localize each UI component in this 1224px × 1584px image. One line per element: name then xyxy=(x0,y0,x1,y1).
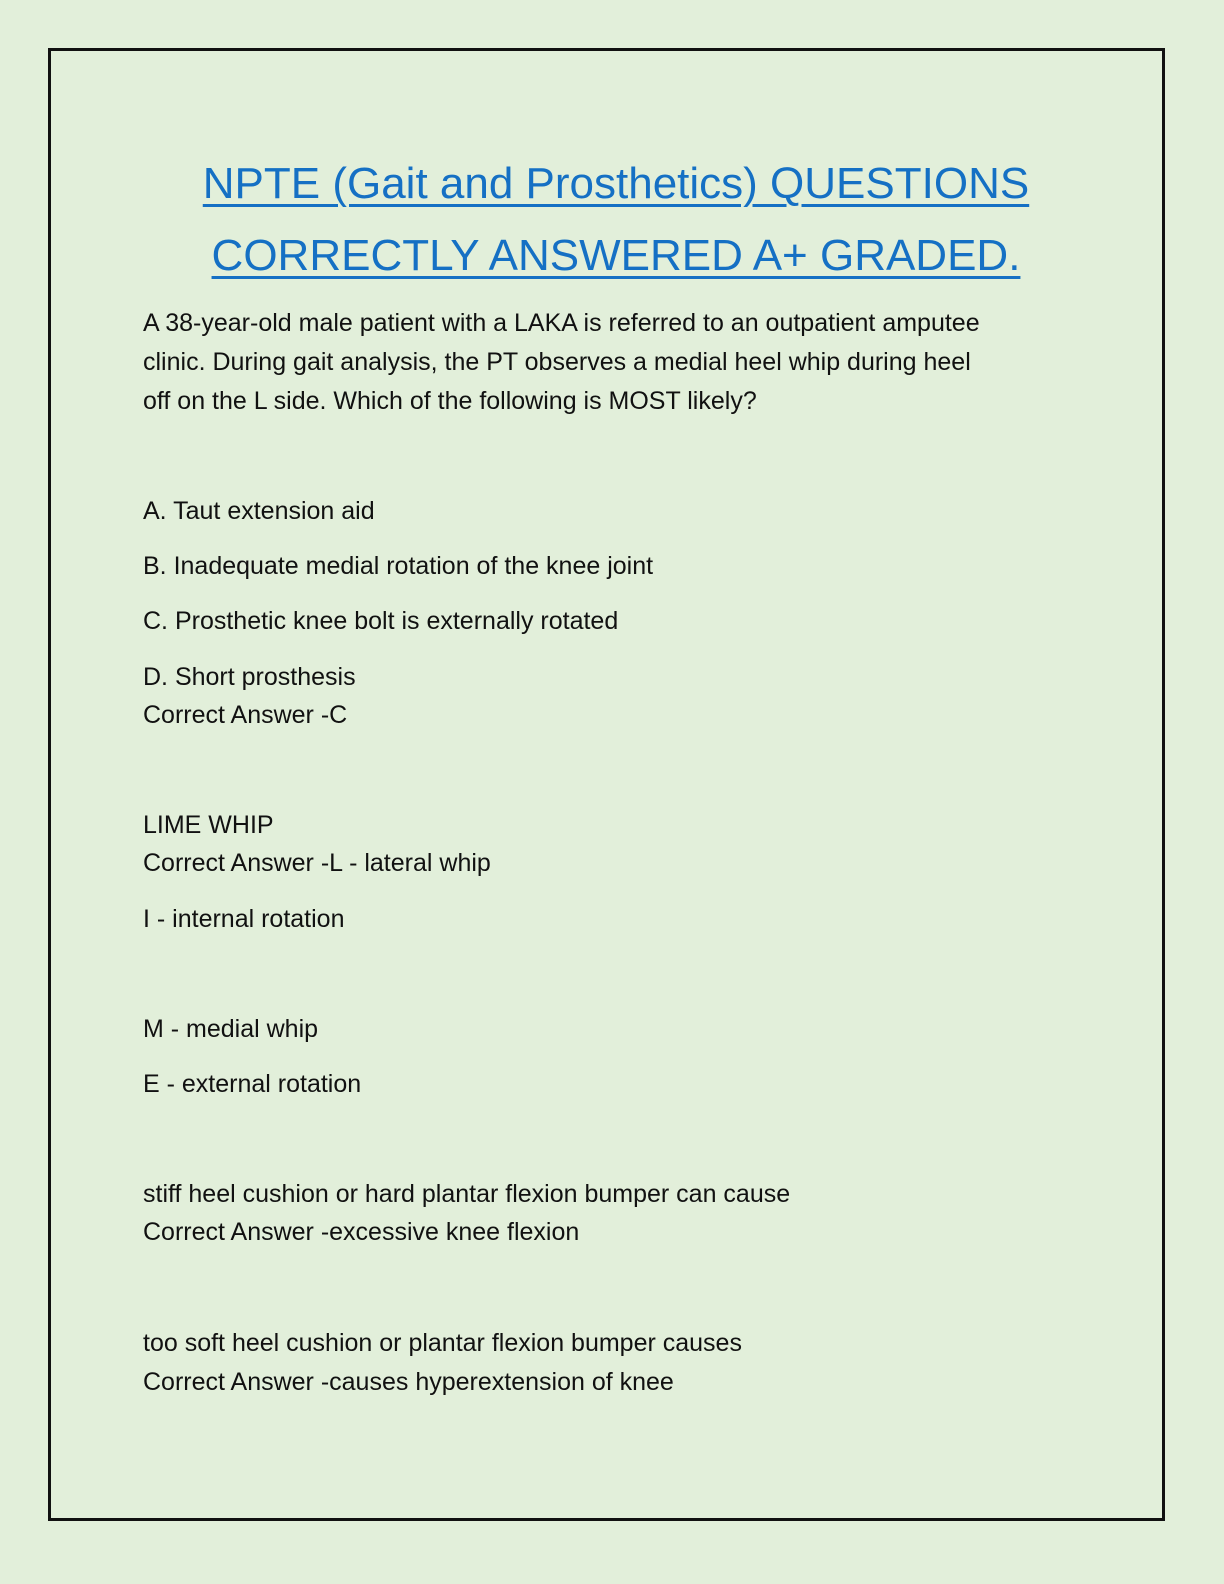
document-title xyxy=(60,148,1172,292)
question-1-line-3: off on the L side. Which of the following is MOST likely? xyxy=(143,387,757,415)
title-line-2: CORRECTLY ANSWERED A+ GRADED. xyxy=(211,231,1021,280)
question-4-answer: Correct Answer -causes hyperextension of knee xyxy=(143,1368,674,1396)
option-c: C. Prosthetic knee bolt is externally rotated xyxy=(143,607,619,635)
question-3: stiff heel cushion or hard plantar flexion bumper can cause xyxy=(143,1180,791,1208)
question-1-line-1: A 38-year-old male patient with a LAKA is referred to an outpatient amputee xyxy=(143,309,980,337)
question-2: LIME WHIP xyxy=(143,811,274,839)
question-1-line-2: clinic. During gait analysis, the PT observes a medial heel whip during heel xyxy=(143,348,971,376)
question-2-answer: Correct Answer -L - lateral whip xyxy=(143,849,491,877)
question-4: too soft heel cushion or plantar flexion bumper causes xyxy=(143,1329,742,1357)
mnemonic-item-m: M - medial whip xyxy=(143,1015,319,1043)
title-line-1: NPTE (Gait and Prosthetics) QUESTIONS xyxy=(202,159,1030,208)
option-b: B. Inadequate medial rotation of the knee joint xyxy=(143,552,654,580)
option-a: A. Taut extension aid xyxy=(143,497,375,525)
question-3-answer: Correct Answer -excessive knee flexion xyxy=(143,1218,580,1246)
mnemonic-item-e: E - external rotation xyxy=(143,1070,362,1098)
option-d: D. Short prosthesis xyxy=(143,663,356,691)
question-1-answer: Correct Answer -C xyxy=(143,701,348,729)
mnemonic-item-i: I - internal rotation xyxy=(143,905,345,933)
